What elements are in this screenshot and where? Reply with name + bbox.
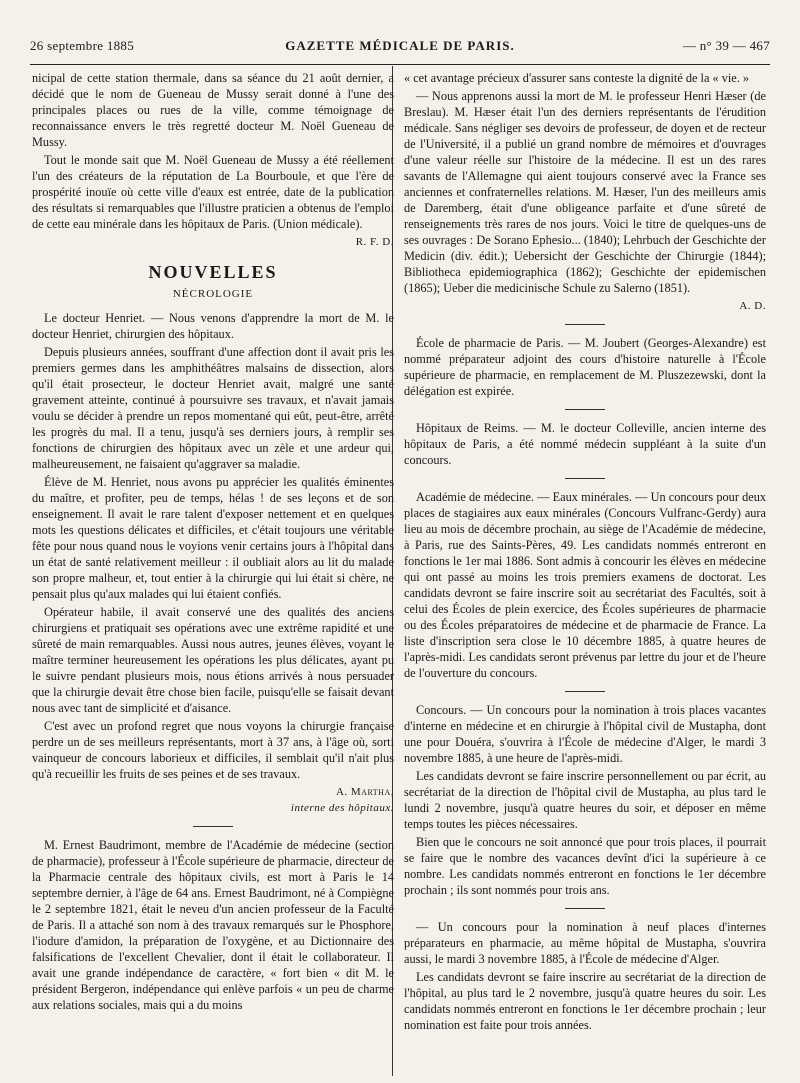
paragraph: Concours. — Un concours pour la nomination à trois places vacantes d'interne en médecine et en chirurgie à l'hôpital civil de Mustapha, dont une pour Douéra, s'ouvrira à l'École de médecine d'Alger, le mardi 3 novembre 1885, à une heure de l'après-midi. <box>404 703 766 765</box>
paragraph: Tout le monde sait que M. Noël Gueneau de Mussy a été réellement l'un des créateurs de la réputation de La Bourboule, et que l'ère de prospérité inouïe où cette ville d'eaux est entrée, date de la publication des résultats si remarquables que l'illustre praticien a obtenus de l'emploi de cette eau minérale dans les hôpitaux de Paris. (Union médicale). <box>32 153 394 231</box>
paragraph: nicipal de cette station thermale, dans sa séance du 21 août dernier, a décidé que le nom de Gueneau de Mussy serait donné à l'une des principales places ou rues de la ville, comme témoignage de reconnaissance envers le très regretté docteur M. Noël Gueneau de Mussy. <box>32 71 394 149</box>
paragraph: Depuis plusieurs années, souffrant d'une affection dont il avait pris les premiers germes dans les amphithéâtres malsains de dissection, alors qu'il était prosecteur, le docteur Henriet avait, malgré une santé gravement atteinte, continué à poursuivre ses travaux, et n'avait jamais voulu se décider à prendre un repos momentané qui eût, peut-être, arrêté les progrès du mal. Il a tenu, jusqu'à ses derniers jours, à remplir ses fonctions de chirurgien des hôpitaux avec un zèle et une ardeur qui, malheureusement, ne faisaient qu'aggraver sa maladie. <box>32 345 394 471</box>
header-rule <box>30 64 770 65</box>
separator <box>565 691 605 692</box>
paragraph: Élève de M. Henriet, nous avons pu apprécier les qualités éminentes du maître, et profiter, peu de temps, hélas ! de ses leçons et de son enseignement. Il avait le rare talent d'exposer nettement et en quelques mots les questions délicates et difficiles, et c'était toujours une véritable fête pour nous quand nous le voyions venir certains jours à l'hôpital dans un état de santé relativement meilleur : il oubliait alors au lit du malade son propre malheur, et, tout entier à la chirurgie qui lui était si chère, ne pensait plus qu'aux malades qui lui étaient confiés. <box>32 475 394 601</box>
paragraph: M. Ernest Baudrimont, membre de l'Académie de médecine (section de pharmacie), professeur à l'École supérieure de pharmacie, directeur de la Pharmacie centrale des hôpitaux civils, est mort à Paris le 14 septembre dernier, à l'âge de 64 ans. Ernest Baudrimont, né à Compiègne le 2 septembre 1821, était le neveu d'un ancien professeur de la Faculté de Paris. Il a attaché son nom à des travaux remarqués sur le Phosphore, l'iodure d'amidon, la préparation de l'oxygène, et au Dictionnaire des falsifications de l'excellent Chevalier, dont il était le collaborateur. Il avait une grande indépendance de caractère, « fort bien « dit M. le président Bergeron, indépendance qui enlève parfois « un peu de charme aux relations sociales, mais qui a du moins <box>32 838 394 1012</box>
header-title: GAZETTE MÉDICALE DE PARIS. <box>285 38 515 53</box>
paragraph: — Un concours pour la nomination à neuf places d'internes préparateurs en pharmacie, au même hôpital de Mustapha, s'ouvrira aussi, le mardi 3 novembre 1885, à l'École de médecine d'Alger. <box>404 920 766 966</box>
paragraph: École de pharmacie de Paris. — M. Joubert (Georges-Alexandre) est nommé préparateur adjoint des cours d'histoire naturelle à l'École supérieure de pharmacie, en remplacement de M. Pluszezewski, dont la délégation est expirée. <box>404 336 766 398</box>
header-date: 26 septembre 1885 <box>30 38 135 53</box>
paragraph: Bien que le concours ne soit annoncé que pour trois places, il pourrait se faire que le nombre des vacances devînt d'ici la supérieure à ce nombre. Les candidats nommés entreront en fonctions le 1er décembre prochain ; ils sont nommés pour trois ans. <box>404 835 766 897</box>
header-issue: — n° 39 — 467 <box>682 38 770 53</box>
paragraph: Les candidats devront se faire inscrire au secrétariat de la direction de l'hôpital, au plus tard le 2 novembre, jusqu'à quatre heures du soir. Les candidats nommés entreront en fonctions le 1er décembre prochain ; leur nomination est faite pour trois années. <box>404 970 766 1032</box>
paragraph: Le docteur Henriet. — Nous venons d'apprendre la mort de M. le docteur Henriet, chirurgien des hôpitaux. <box>32 311 394 341</box>
section-title: NOUVELLES <box>148 262 278 282</box>
paragraph: Académie de médecine. — Eaux minérales. — Un concours pour deux places de stagiaires aux eaux minérales (Concours Vulfranc-Gerdy) aura lieu au mois de décembre prochain, au siège de l'Académie de médecine, à Paris, rue des Saints-Pères, 49. Les candidats nommés entreront en fonctions le 1er mai 1886. Sont admis à concourir les élèves en médecine qui ont passé au moins les trois premiers examens de doctorat. Les candidats devront se faire inscrire soit au secrétariat des Facultés, soit à celui des Écoles de plein exercice, des Écoles supérieures de pharmacie ou des Écoles préparatoires de médecine et de pharmacie de France. La liste d'inscription sera close le 10 décembre 1885, à quatre heures de l'après-midi. Les candidats seront prévenus par lettre du jour et de l'heure de l'ouverture du concours. <box>404 490 766 680</box>
paragraph: Les candidats devront se faire inscrire personnellement ou par écrit, au secrétariat de la direction de l'hôpital civil de Mustapha, au plus tard le lundi 2 novembre, jusqu'à quatre heures du soir, et déposer en même temps toutes les pièces nécessaires. <box>404 769 766 831</box>
paragraph: — Nous apprenons aussi la mort de M. le professeur Henri Hæser (de Breslau). M. Hæser était l'un des derniers représentants de l'érudition médicale. Sans négliger ses devoirs de professeur, de doyen et de recteur de l'Université, il a publié un grand nombre de mémoires et d'ouvrages d'une valeur réelle sur l'histoire de la médecine. Il est un des rares savants de l'Allemagne qui aient toujours conservé avec la France ses anciennes et confraternelles relations. M. Hæser, l'un des meilleurs amis de Daremberg, était d'une obligeance parfaite et d'une sûreté de renseignements très rares de nos jours. Voici le titre de quelques-uns de ses ouvrages : De Sorano Ephesio... (1840); Lehrbuch der Geschichte der Medicin (div. édit.); Uebersicht der Geschichte der Chirurgie (1844); Bibliotheca epidemiographica (1862); Geschichte der epidemischen (1865); Ueber die medicinische Schule zu Salerno (1851). <box>404 89 766 295</box>
paragraph: Hôpitaux de Reims. — M. le docteur Colleville, ancien interne des hôpitaux de Paris, a été nommé médecin suppléant à la suite d'un concours. <box>404 421 766 467</box>
signature: A. D. <box>739 300 766 312</box>
separator <box>565 908 605 909</box>
separator <box>565 324 605 325</box>
section-subtitle: NÉCROLOGIE <box>172 288 254 300</box>
separator <box>193 826 233 827</box>
signature: A. Martha, <box>335 786 394 798</box>
page-header <box>30 38 770 58</box>
left-column <box>32 70 394 1075</box>
paragraph: « cet avantage précieux d'assurer sans conteste la dignité de la « vie. » <box>404 71 750 85</box>
paragraph: Opérateur habile, il avait conservé une des qualités des anciens chirurgiens et pratiquait ses opérations avec une extrême rapidité et une sûreté de main remarquables. Aussi nous autres, jeunes élèves, voyant le maître terminer heureusement les opérations les plus délicates, ayant pu le suivre pendant plusieurs mois, nous étions arrivés à nous persuader que la chirurgie devait être chose bien facile, puisqu'elle se faisait devant nous avec tant de simplicité et d'aisance. <box>32 605 394 715</box>
right-column <box>404 70 766 1075</box>
signature-title: interne des hôpitaux. <box>290 802 394 814</box>
signature: R. F. D. <box>355 236 394 248</box>
separator <box>565 478 605 479</box>
separator <box>565 409 605 410</box>
paragraph: C'est avec un profond regret que nous voyons la chirurgie française perdre un de ses meilleurs représentants, mort à 37 ans, à l'âge où, sorti vainqueur de concours laborieux et difficiles, il semblait qu'il n'ait plus qu'à recueillir les fruits de ses peines et de ses travaux. <box>32 719 394 781</box>
